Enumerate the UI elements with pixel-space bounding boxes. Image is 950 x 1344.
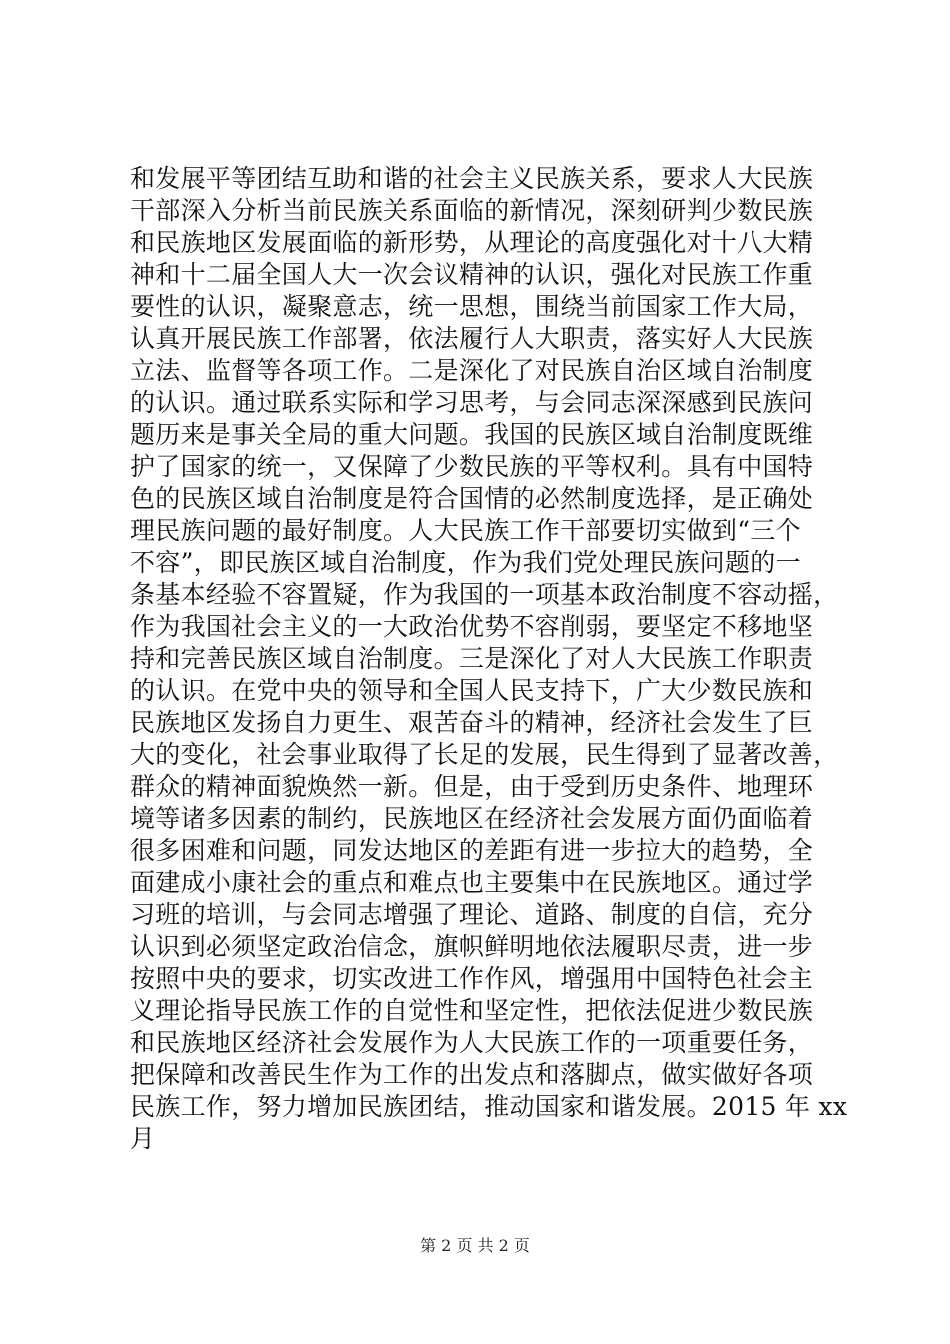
text-line: 条基本经验不容置疑，作为我国的一项基本政治制度不容动摇， — [130, 580, 839, 609]
text-line: 月 — [130, 1124, 156, 1153]
text-line: 大的变化，社会事业取得了长足的发展，民生得到了显著改善， — [130, 740, 839, 769]
text-line: 民族地区发扬自力更生、艰苦奋斗的精神，经济社会发生了巨 — [130, 708, 814, 737]
text-line: 持和完善民族区域自治制度。三是深化了对人大民族工作职责 — [130, 644, 814, 673]
text-line: 作为我国社会主义的一大政治优势不容削弱，要坚定不移地坚 — [130, 612, 814, 641]
text-line: 群众的精神面貌焕然一新。但是，由于受到历史条件、地理环 — [130, 772, 814, 801]
text-line: 题历来是事关全局的重大问题。我国的民族区域自治制度既维 — [130, 420, 814, 449]
text-line: 把保障和改善民生作为工作的出发点和落脚点，做实做好各项 — [130, 1060, 814, 1089]
text-line: 和发展平等团结互助和谐的社会主义民族关系，要求人大民族 — [130, 164, 814, 193]
text-line: 很多困难和问题，同发达地区的差距有进一步拉大的趋势，全 — [130, 836, 814, 865]
text-line: 护了国家的统一，又保障了少数民族的平等权利。具有中国特 — [130, 452, 814, 481]
body-text — [130, 163, 848, 1155]
text-line: 色的民族区域自治制度是符合国情的必然制度选择，是正确处 — [130, 484, 814, 513]
text-line: 干部深入分析当前民族关系面临的新情况，深刻研判少数民族 — [130, 196, 814, 225]
text-line: 认真开展民族工作部署，依法履行人大职责，落实好人大民族 — [130, 324, 814, 353]
text-line: 民族工作，努力增加民族团结，推动国家和谐发展。2015 年 xx — [130, 1092, 848, 1121]
text-line: 要性的认识，凝聚意志，统一思想，围绕当前国家工作大局， — [130, 292, 814, 321]
text-line: 神和十二届全国人大一次会议精神的认识，强化对民族工作重 — [130, 260, 814, 289]
text-line: 立法、监督等各项工作。二是深化了对民族自治区域自治制度 — [130, 356, 814, 385]
text-line: 的认识。在党中央的领导和全国人民支持下，广大少数民族和 — [130, 676, 814, 705]
text-line: 认识到必须坚定政治信念，旗帜鲜明地依法履职尽责，进一步 — [130, 932, 814, 961]
text-line: 不容”，即民族区域自治制度，作为我们党处理民族问题的一 — [130, 548, 801, 577]
text-line: 的认识。通过联系实际和学习思考，与会同志深深感到民族问 — [130, 388, 814, 417]
page-number-footer: 第 2 页 共 2 页 — [420, 1236, 530, 1255]
text-line: 和民族地区经济社会发展作为人大民族工作的一项重要任务， — [130, 1028, 814, 1057]
text-line: 境等诸多因素的制约，民族地区在经济社会发展方面仍面临着 — [130, 804, 814, 833]
text-line: 义理论指导民族工作的自觉性和坚定性，把依法促进少数民族 — [130, 996, 814, 1025]
text-line: 和民族地区发展面临的新形势，从理论的高度强化对十八大精 — [130, 228, 814, 257]
text-line: 理民族问题的最好制度。人大民族工作干部要切实做到“三个 — [130, 516, 801, 545]
text-line: 按照中央的要求，切实改进工作作风，增强用中国特色社会主 — [130, 964, 814, 993]
text-line: 习班的培训，与会同志增强了理论、道路、制度的自信，充分 — [130, 900, 814, 929]
text-line: 面建成小康社会的重点和难点也主要集中在民族地区。通过学 — [130, 868, 814, 897]
